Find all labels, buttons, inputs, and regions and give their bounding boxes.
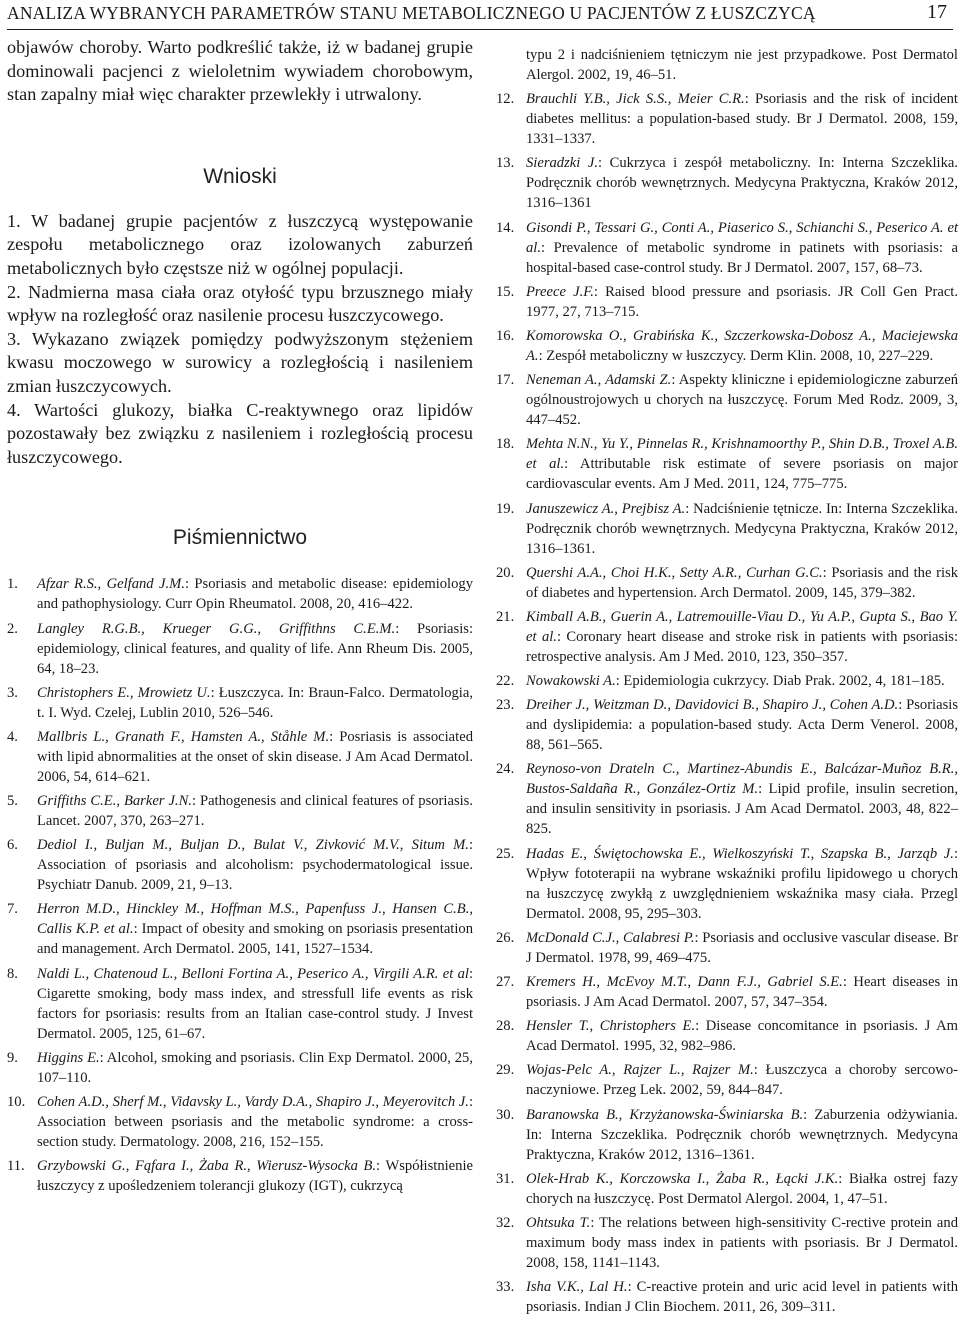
reference-number: 5. [7, 793, 18, 810]
reference-authors: Olek-Hrab K., Korczowska I., Żaba R., Łącki J.K. [526, 1170, 839, 1187]
reference-number: 19. [496, 500, 515, 517]
reference-authors: Nowakowski A. [526, 673, 616, 690]
reference-item [496, 89, 958, 149]
reference-item [7, 1092, 473, 1152]
conclusions-list [7, 210, 473, 470]
reference-authors: Hensler T., Christophers E. [526, 1018, 696, 1035]
reference-item [496, 370, 958, 430]
reference-item [496, 759, 958, 839]
references-heading: Piśmiennictwo [172, 526, 308, 550]
reference-number: 9. [7, 1049, 18, 1066]
reference-item [496, 695, 958, 755]
reference-number: 2. [7, 620, 18, 637]
reference-text: typu 2 i nadciśnieniem tętniczym nie jest przypadkowe. Post Dermatol Alergol. 2002, 19, 46–51. [526, 47, 958, 83]
running-header [7, 0, 953, 30]
reference-text: : Prevalence of metabolic syndrome in patinets with psoriasis: a hospital-based case-control study. Br J Dermatol. 2007, 157, 68–73. [526, 239, 958, 276]
reference-authors: Baranowska B., Krzyżanowska-Świniarska B. [526, 1106, 804, 1123]
reference-authors: Isha V.K., Lal H. [526, 1279, 628, 1296]
reference-text: : Alcohol, smoking and psoriasis. Clin Exp Dermatol. 2000, 25, 107–110. [37, 1049, 473, 1086]
reference-number: 21. [496, 608, 515, 625]
reference-authors: Quershi A.A., Choi H.K., Setty A.R., Curhan G.C. [526, 564, 823, 581]
conclusion-item: 4. Wartości glukozy, białka C-reaktywnego oraz lipidów pozostawały bez związku z nasileniem i rozległością procesu łuszczycowego. [7, 399, 473, 467]
reference-item [496, 1105, 958, 1165]
reference-number: 26. [496, 929, 515, 946]
reference-authors: Cohen A.D., Sherf M., Vidavsky L., Vardy D.A., Shapiro J., Meyerovitch J. [37, 1094, 469, 1110]
reference-text: : C-reactive protein and uric acid level in patients with psoriasis. Indian J Clin Biochem. 2011, 26, 309–311. [526, 1279, 958, 1316]
reference-authors: Neneman A., Adamski Z. [526, 372, 672, 389]
reference-number: 1. [7, 576, 18, 593]
reference-number: 27. [496, 974, 515, 990]
reference-authors: Langley R.G.B., Krueger G.G., Griffithns C.E.M. [37, 620, 396, 637]
reference-text: : Impact of obesity and smoking on psoriasis presentation and management. Arch Dermatol. 2005, 141, 1527–1534. [37, 921, 473, 958]
reference-item [496, 972, 958, 1012]
reference-continuation [496, 45, 958, 85]
reference-item [496, 434, 958, 494]
reference-text: : Łuszczyca a choroby sercowo-naczyniowe. Przeg Lek. 2002, 59, 844–847. [526, 1062, 958, 1099]
reference-item [496, 607, 958, 667]
reference-number: 23. [496, 697, 515, 714]
reference-item [496, 1060, 958, 1100]
reference-item [7, 791, 473, 831]
reference-number: 29. [496, 1062, 515, 1079]
left-column [7, 36, 473, 1200]
reference-number: 10. [7, 1094, 26, 1110]
reference-authors: Higgins E. [37, 1049, 100, 1066]
reference-authors: Komorowska O., Grabińska K., Szczerkowska-Dobosz A., Maciejewska A. [526, 327, 958, 364]
reference-item [7, 964, 473, 1044]
reference-authors: Dreiher J., Weitzman D., Davidovici B., Shapiro J., Cohen A.D. [526, 697, 899, 714]
reference-number: 33. [496, 1279, 515, 1296]
reference-authors: Hadas E., Świętochowska E., Wielkoszyński T., Szapska B., Jarząb J. [526, 845, 954, 862]
reference-text: : Aspekty kliniczne i epidemiologiczne zaburzeń ogólnoustrojowych u chorych na łuszczycę. Forum Med Rodz. 2009, 3, 447–452. [526, 372, 958, 429]
reference-number: 13. [496, 155, 515, 172]
reference-authors: Mallbris L., Granath F., Hamsten A., Ståhle M. [37, 728, 330, 745]
reference-text: : Epidemiologia cukrzycy. Diab Prak. 2002, 4, 181–185. [615, 673, 945, 690]
reference-item [496, 1169, 958, 1209]
reference-authors: Grzybowski G., Fąfara I., Żaba R., Wierusz-Wysocka B. [37, 1158, 377, 1175]
intro-paragraph [7, 36, 473, 107]
reference-item [7, 1156, 473, 1196]
reference-authors: Christophers E., Mrowietz U. [37, 684, 211, 701]
reference-number: 30. [496, 1106, 515, 1123]
reference-text: : The relations between high-sensitivity C-rective protein and maximum body mass index in patients with psoriasis. Br J Dermatol. 2008, 158, 1141–1143. [526, 1214, 958, 1271]
reference-authors: Afzar R.S., Gelfand J.M. [37, 576, 185, 593]
reference-number: 17. [496, 372, 515, 389]
reference-item [7, 1048, 473, 1088]
reference-text: : Wpływ fototerapii na wybrane wskaźniki profilu lipidowego u chorych na łuszczycę zwykłą z uwzględnieniem wskaźnika masy ciała. Przegl Dermatol. 2008, 95, 295–303. [526, 845, 958, 922]
reference-text: : Cigarette smoking, body mass index, and stressfull life events as risk factors for psoriasis: results from an Italian case-control study. J Invest Dermatol. 2005, 125, 61–67. [37, 965, 473, 1042]
page-number: 17 [927, 1, 947, 23]
reference-authors: Naldi L., Chatenoud L., Belloni Fortina A., Peserico A., Virgili A.R. et al [37, 965, 469, 982]
reference-text: : Psoriasis and the risk of incident diabetes mellitus: a population-based study. Br J Dermatol. 2008, 159, 1331–1337. [526, 91, 958, 148]
reference-text: : Białka ostrej fazy chorych na łuszczycę. Post Dermatol Alergol. 2004, 1, 47–51. [526, 1170, 958, 1207]
reference-text: : Psoriasis: epidemiology, clinical features, and quality of life. Ann Rheum Dis. 2005, 64, 18–23. [37, 620, 473, 677]
reference-item [496, 499, 958, 559]
reference-text: : Attributable risk estimate of severe psoriasis on major cardiovascular events. Am J Med. 2011, 124, 775–775. [526, 456, 958, 493]
reference-item [7, 683, 473, 723]
reference-text: : Psoriasis and metabolic disease: epidemiology and pathophysiology. Curr Opin Rheumatol. 2008, 20, 416–422. [37, 576, 473, 613]
reference-authors: Reynoso-von Drateln C., Martinez-Abundis E., Balcázar-Muñoz B.R., Bustos-Saldaña R., González-Ortiz M. [526, 761, 958, 798]
reference-item [496, 1277, 958, 1317]
reference-authors: Kimball A.B., Guerin A., Latremouille-Viau D., Yu A.P., Gupta S., Bao Y. et al. [526, 608, 958, 645]
reference-item [496, 282, 958, 322]
reference-item [7, 574, 473, 614]
reference-item [7, 619, 473, 679]
reference-text: : Łuszczyca. In: Braun-Falco. Dermatologia, t. I. Wyd. Czelej, Lublin 2010, 526–546. [37, 684, 473, 721]
references-list-right [496, 45, 958, 1317]
reference-text: : Zaburzenia odżywiania. In: Interna Szczeklika. Podręcznik chorób wewnętrznych. Medycyna Praktyczna, Kraków 2012, 1316–1361. [526, 1106, 958, 1163]
reference-text: : Psoriasis and the risk of diabetes and hypertension. Arch Dermatol. 2009, 145, 379–382. [526, 564, 959, 601]
reference-text: : Coronary heart disease and stroke risk in patients with psoriasis: retrospective analysis. Am J Med. 2010, 123, 350–357. [526, 628, 958, 665]
reference-item [7, 727, 473, 787]
reference-text: : Lipid profile, insulin secretion, and insulin sensitivity in psoriasis. J Am Acad Dermatol. 2003, 48, 822–825. [526, 781, 958, 838]
reference-number: 8. [7, 965, 18, 982]
reference-number: 11. [7, 1158, 25, 1175]
reference-authors: Gisondi P., Tessari G., Conti A., Piaserico S., Schianchi S., Peserico A. et al. [526, 219, 958, 256]
reference-item [496, 326, 958, 366]
running-title: ANALIZA WYBRANYCH PARAMETRÓW STANU METABOLICZNEGO U PACJENTÓW Z ŁUSZCZYCĄ [7, 3, 816, 23]
reference-item [496, 928, 958, 968]
reference-text: : Cukrzyca i zespół metaboliczny. In: Interna Szczeklika. Podręcznik chorób wewnętrznych. Medycyna Praktyczna, Kraków 2012, 1316–1361 [526, 155, 958, 212]
reference-number: 7. [7, 901, 18, 918]
conclusion-item: 1. W badanej grupie pacjentów z łuszczycą występowanie zespołu metabolicznego oraz izolowanych zaburzeń metabolicznych było częstsze niż w ogólnej populacji. [7, 210, 473, 278]
reference-item [496, 218, 958, 278]
conclusion-item: 3. Wykazano związek pomiędzy podwyższonym stężeniem kwasu moczowego w surowicy a rozległością i nasileniem zmian łuszczycowych. [7, 328, 473, 396]
reference-text: : Psoriasis and occlusive vascular disease. Br J Dermatol. 1978, 99, 469–475. [526, 929, 959, 966]
intro-text: objawów choroby. Warto podkreślić także, iż w badanej grupie dominowali pacjenci z wieloletnim wywiadem chorobowym, stan zapalny miał więc charakter przewlekły i utrwalony. [7, 37, 473, 105]
reference-item [496, 844, 958, 924]
conclusions-heading: Wnioski [203, 164, 277, 188]
reference-text: : Association of psoriasis and alcoholism: psychodermatological issue. Psychiatr Danub. 2009, 21, 9–13. [37, 837, 473, 894]
reference-number: 32. [496, 1214, 515, 1231]
reference-number: 24. [496, 761, 515, 778]
reference-number: 25. [496, 845, 515, 862]
reference-text: : Heart diseases in psoriasis. J Am Acad Dermatol. 2007, 57, 347–354. [526, 974, 958, 1010]
reference-authors: Mehta N.N., Yu Y., Pinnelas R., Krishnamoorthy P., Shin D.B., Troxel A.B. et al. [526, 436, 958, 473]
reference-number: 22. [496, 673, 515, 690]
reference-text: : Disease concomitance in psoriasis. J Am Acad Dermatol. 1995, 32, 982–986. [526, 1018, 958, 1055]
reference-text: : Association between psoriasis and the metabolic syndrome: a cross-section study. Dermatology. 2008, 216, 152–155. [37, 1094, 473, 1150]
reference-item [7, 899, 473, 959]
reference-text: : Zespół metaboliczny w łuszczycy. Derm Klin. 2008, 10, 227–229. [538, 347, 934, 364]
reference-number: 6. [7, 837, 18, 854]
reference-item [7, 835, 473, 895]
reference-number: 15. [496, 283, 515, 300]
reference-authors: McDonald C.J., Calabresi P. [526, 929, 695, 946]
reference-text: : Psoriasis and dyslipidemia: a population-based study. Acta Derm Venerol. 2008, 88, 561–565. [526, 697, 958, 754]
reference-item [496, 671, 958, 691]
reference-number: 16. [496, 327, 515, 344]
reference-text: : Nadciśnienie tętnicze. In: Interna Szczeklika. Podręcznik chorób wewnętrznych. Medycyna Praktyczna, Kraków 2012, 1316–1361. [526, 500, 958, 557]
reference-authors: Ohtsuka T. [526, 1214, 591, 1231]
reference-number: 20. [496, 564, 515, 581]
reference-authors: Sieradzki J. [526, 155, 599, 172]
reference-number: 3. [7, 684, 18, 701]
right-column [496, 45, 958, 1321]
reference-number: 14. [496, 219, 515, 236]
reference-number: 4. [7, 728, 18, 745]
reference-text: : Pathogenesis and clinical features of psoriasis. Lancet. 2007, 370, 263–271. [37, 793, 473, 830]
reference-authors: Januszewicz A., Prejbisz A. [526, 500, 686, 517]
conclusion-item: 2. Nadmierna masa ciała oraz otyłość typu brzusznego miały wpływ na rozległość oraz nasilenie procesu łuszczycowego. [7, 281, 473, 326]
reference-authors: Brauchli Y.B., Jick S.S., Meier C.R. [526, 91, 745, 108]
references-list-left [7, 574, 473, 1196]
reference-item [496, 1213, 958, 1273]
reference-number: 31. [496, 1170, 515, 1187]
reference-text: : Posriasis is associated with lipid abnormalities at the onset of skin disease. J Am Acad Dermatol. 2006, 54, 614–621. [37, 728, 473, 785]
reference-item [496, 153, 958, 213]
reference-authors: Wojas-Pelc A., Rajzer L., Rajzer M. [526, 1062, 754, 1079]
reference-authors: Herron M.D., Hinckley M., Hoffman M.S., Papenfuss J., Hansen C.B., Callis K.P. et al. [37, 901, 473, 938]
reference-number: 12. [496, 91, 515, 108]
reference-number: 28. [496, 1018, 515, 1035]
reference-authors: Preece J.F. [526, 283, 594, 300]
reference-number: 18. [496, 436, 515, 453]
reference-text: : Raised blood pressure and psoriasis. JR Coll Gen Pract. 1977, 27, 713–715. [526, 283, 959, 320]
reference-text: : Współistnienie łuszczycy z upośledzeniem tolerancji glukozy (IGT), cukrzycą [37, 1158, 473, 1195]
reference-authors: Kremers H., McEvoy M.T., Dann F.J., Gabriel S.E. [526, 974, 843, 990]
reference-authors: Griffiths C.E., Barker J.N. [37, 793, 192, 810]
reference-item [496, 563, 958, 603]
reference-item [496, 1016, 958, 1056]
reference-authors: Dediol I., Buljan M., Buljan D., Bulat V., Zivković M.V., Situm M. [37, 837, 469, 854]
